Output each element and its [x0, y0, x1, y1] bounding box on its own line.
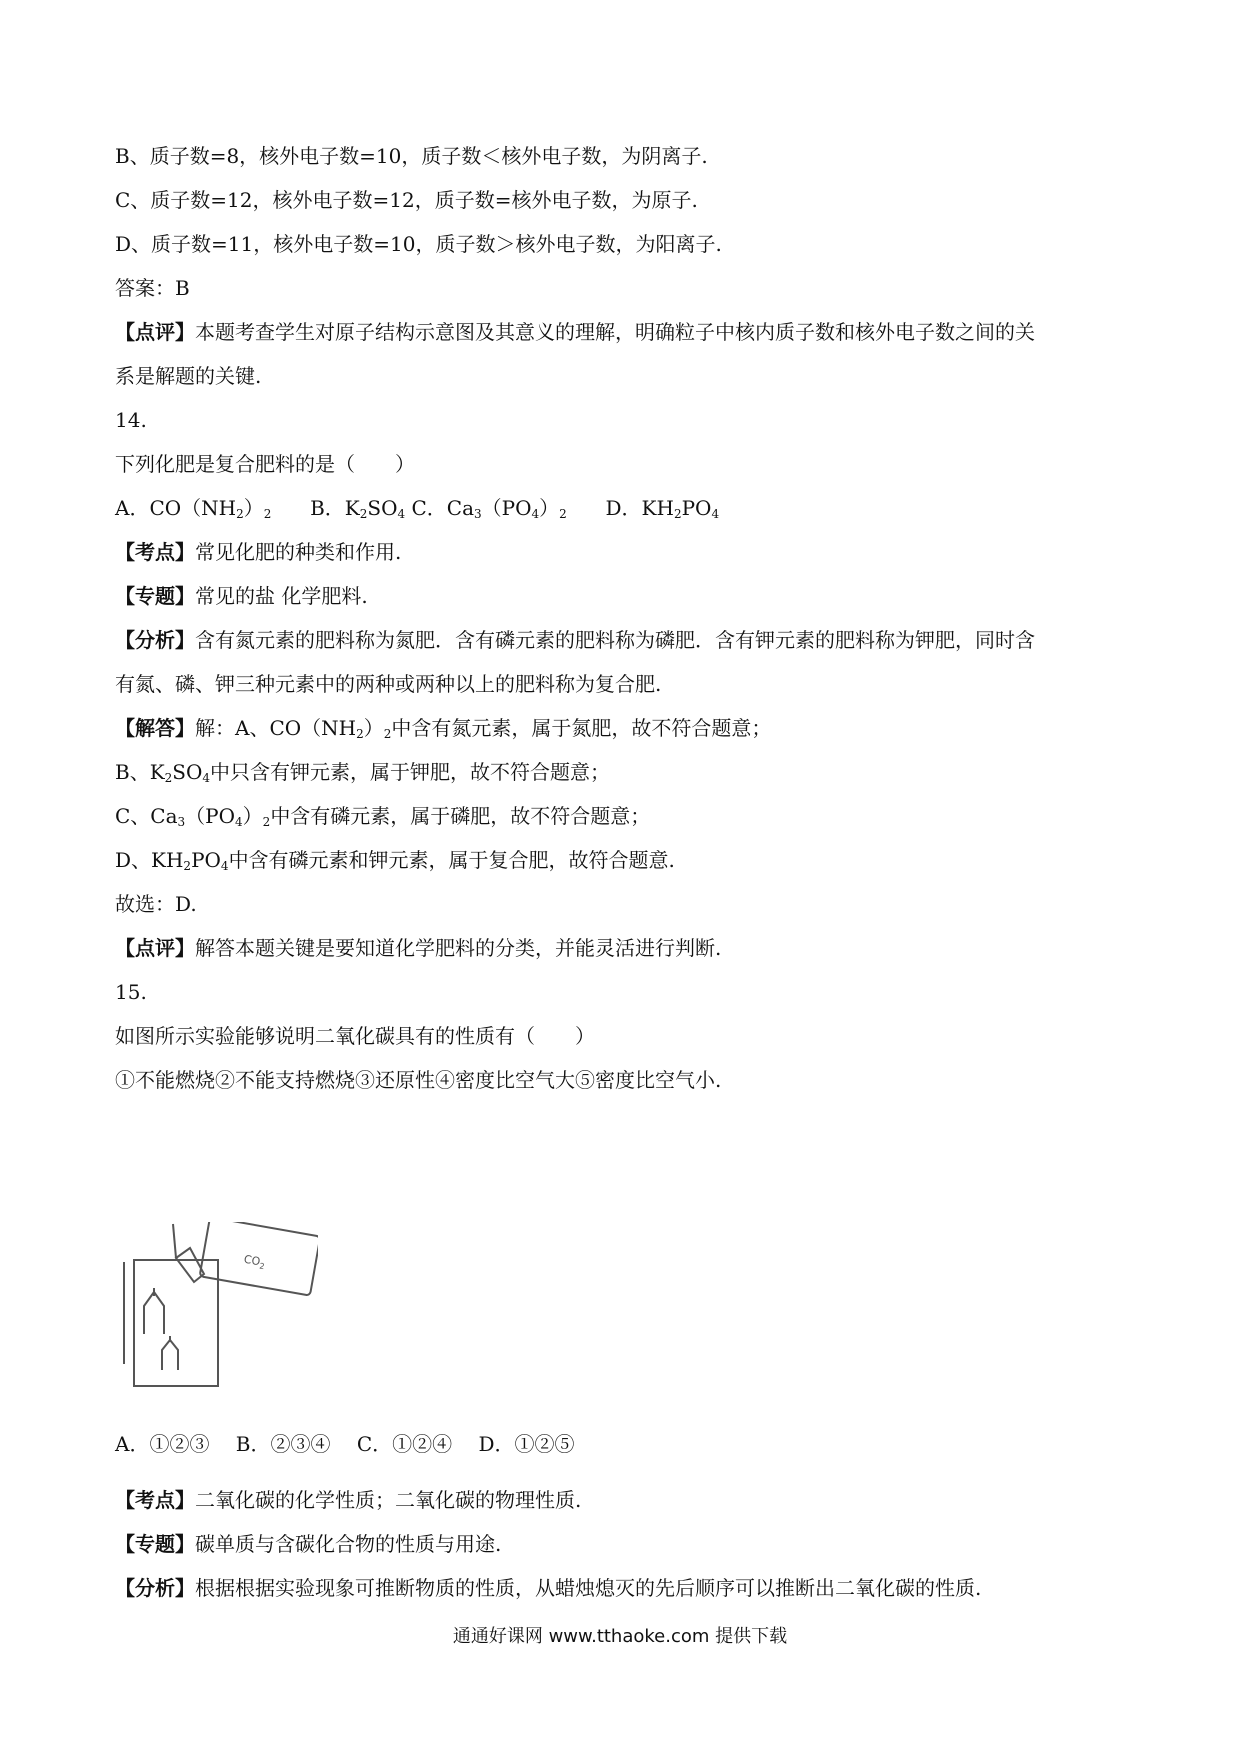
q14-jieda-c: C、$Ca_3(PO_4)_2$中含有磷元素，属于磷肥，故不符合题意； — [115, 804, 651, 829]
opt-d: D．$KH_2PO_4$ — [605, 496, 720, 521]
experiment-figure — [118, 1222, 318, 1390]
q14-jieda-d: D、$KH_2PO_4$中含有磷元素和钾元素，属于复合肥，故符合题意. — [115, 848, 675, 873]
comment-line — [115, 318, 1035, 346]
q14-options — [115, 494, 719, 528]
comment-line-2: 系是解题的关键. — [115, 364, 262, 388]
opt-c: C．$Ca_3(PO_4)_2$ — [411, 496, 567, 521]
q15-kaodian: 【考点】二氧化碳的化学性质；二氧化碳的物理性质. — [115, 1488, 582, 1512]
q15-list: ①不能燃烧②不能支持燃烧③还原性④密度比空气大⑤密度比空气小. — [115, 1068, 722, 1092]
q14-jieda-b: B、$K_2SO_4$中只含有钾元素，属于钾肥，故不符合题意； — [115, 760, 611, 785]
q14-zhuanti: 【专题】常见的盐 化学肥料. — [115, 584, 368, 608]
page-footer: 通通好课网 www.tthaoke.com 提供下载 — [452, 1626, 788, 1647]
q15-fenxi: 【分析】根据根据实验现象可推断物质的性质，从蜡烛熄灭的先后顺序可以推断出二氧化碳的性质. — [115, 1576, 982, 1600]
line-d: D、质子数=11，核外电子数=10，质子数＞核外电子数，为阳离子. — [115, 232, 722, 256]
line-c: C、质子数=12，核外电子数=12，质子数=核外电子数，为原子. — [115, 188, 698, 212]
q14-fenxi-2: 有氮、磷、钾三种元素中的两种或两种以上的肥料称为复合肥. — [115, 672, 662, 696]
q14-pingping: 【点评】解答本题关键是要知道化学肥料的分类，并能灵活进行判断. — [115, 936, 722, 960]
q15-options: A．①②③ B．②③④ C．①②④ D．①②⑤ — [115, 1432, 575, 1456]
q14-stem: 下列化肥是复合肥料的是（ ） — [115, 452, 415, 476]
opt-b: B．$K_2SO_4$ — [310, 496, 406, 521]
line-b: B、质子数=8，核外电子数=10，质子数＜核外电子数，为阴离子. — [115, 144, 708, 168]
tag: 【点评】 — [115, 320, 195, 344]
q15-number: 15. — [115, 980, 147, 1004]
q14-answer: 故选：D. — [115, 892, 197, 916]
answer-line: 答案：B — [115, 276, 190, 300]
q14-fenxi: 【分析】含有氮元素的肥料称为氮肥．含有磷元素的肥料称为磷肥．含有钾元素的肥料称为钾肥，同时含 — [115, 628, 1035, 652]
q15-stem: 如图所示实验能够说明二氧化碳具有的性质有（ ） — [115, 1024, 595, 1048]
bottle-label: $CO_2$ — [242, 1252, 266, 1272]
text: 本题考查学生对原子结构示意图及其意义的理解，明确粒子中核内质子数和核外电子数之间的关 — [195, 320, 1035, 344]
opt-a: A．$CO(NH_2)_2$ — [115, 496, 272, 521]
q15-zhuanti: 【专题】碳单质与含碳化合物的性质与用途. — [115, 1532, 502, 1556]
q14-kaodian: 【考点】常见化肥的种类和作用. — [115, 540, 402, 564]
q14-number: 14. — [115, 408, 147, 432]
q14-jieda-a: 【解答】解：A、$CO(NH_2)_2$中含有氮元素，属于氮肥，故不符合题意； — [115, 716, 772, 741]
